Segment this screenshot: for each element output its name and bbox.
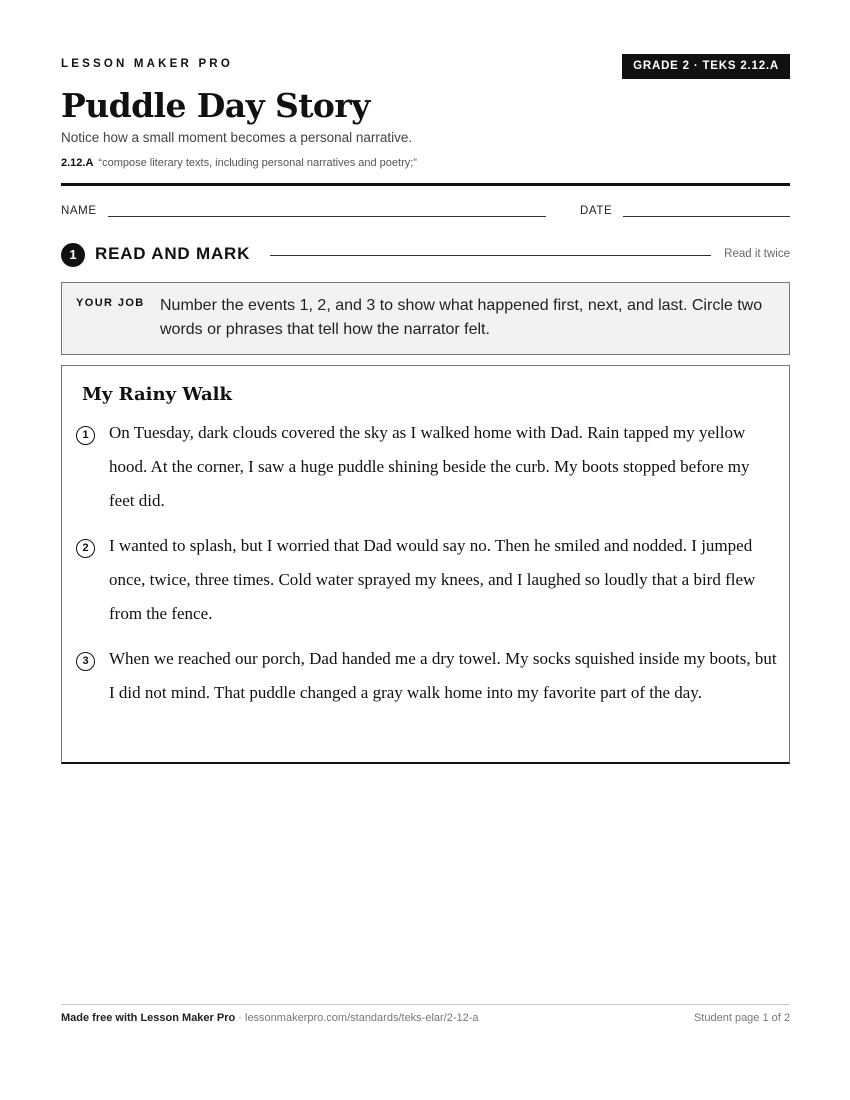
section-hint: Read it twice xyxy=(724,248,790,260)
name-label: NAME xyxy=(61,205,97,217)
footer-page-number: Student page 1 of 2 xyxy=(693,1012,790,1024)
page-title: Puddle Day Story xyxy=(61,86,370,125)
paragraph-number-circle: 2 xyxy=(76,539,95,558)
section-title: READ AND MARK xyxy=(95,244,251,263)
story-title: My Rainy Walk xyxy=(82,384,232,405)
section-number-badge: 1 xyxy=(61,243,85,267)
paragraph-number-circle: 1 xyxy=(76,426,95,445)
header-divider xyxy=(61,183,790,186)
story-box xyxy=(61,365,790,764)
standard-text: “compose literary texts, including personal narratives and poetry;” xyxy=(98,157,417,169)
your-job-label: YOUR JOB xyxy=(76,297,145,309)
grade-badge: GRADE 2 · TEKS 2.12.A xyxy=(622,54,790,79)
your-job-instructions: Number the events 1, 2, and 3 to show what happened first, next, and last. Circle two words or phrases that tell how the narrator felt. xyxy=(160,297,763,338)
footer-divider xyxy=(61,1004,790,1005)
footer-credit xyxy=(61,1012,479,1024)
page-subtitle: Notice how a small moment becomes a personal narrative. xyxy=(61,130,413,145)
name-field[interactable] xyxy=(108,216,546,217)
brand-name: LESSON MAKER PRO xyxy=(61,58,233,70)
paragraph-text: When we reached our porch, Dad handed me a dry towel. My socks squished inside my boots, but I did not mind. That puddle changed a gray walk home into my favorite part of the day. xyxy=(109,649,777,702)
footer-url[interactable]: · lessonmakerpro.com/standards/teks-elar/2-12-a xyxy=(235,1012,479,1024)
paragraph-number-circle: 3 xyxy=(76,652,95,671)
section-divider xyxy=(270,255,711,256)
paragraph-text: On Tuesday, dark clouds covered the sky as I walked home with Dad. Rain tapped my yellow hood. At the corner, I saw a huge puddle shining beside the curb. My boots stopped before my feet did. xyxy=(109,423,750,510)
date-label: DATE xyxy=(580,205,613,217)
footer-made-with: Made free with Lesson Maker Pro xyxy=(61,1012,236,1024)
standard-code: 2.12.A xyxy=(61,157,94,169)
standard-line xyxy=(61,157,417,169)
date-field[interactable] xyxy=(623,216,790,217)
paragraph-text: I wanted to splash, but I worried that Dad would say no. Then he smiled and nodded. I jumped once, twice, three times. Cold water sprayed my knees, and I laughed so loudly that a bird flew from the fence. xyxy=(109,536,756,623)
your-job-box xyxy=(61,282,790,355)
